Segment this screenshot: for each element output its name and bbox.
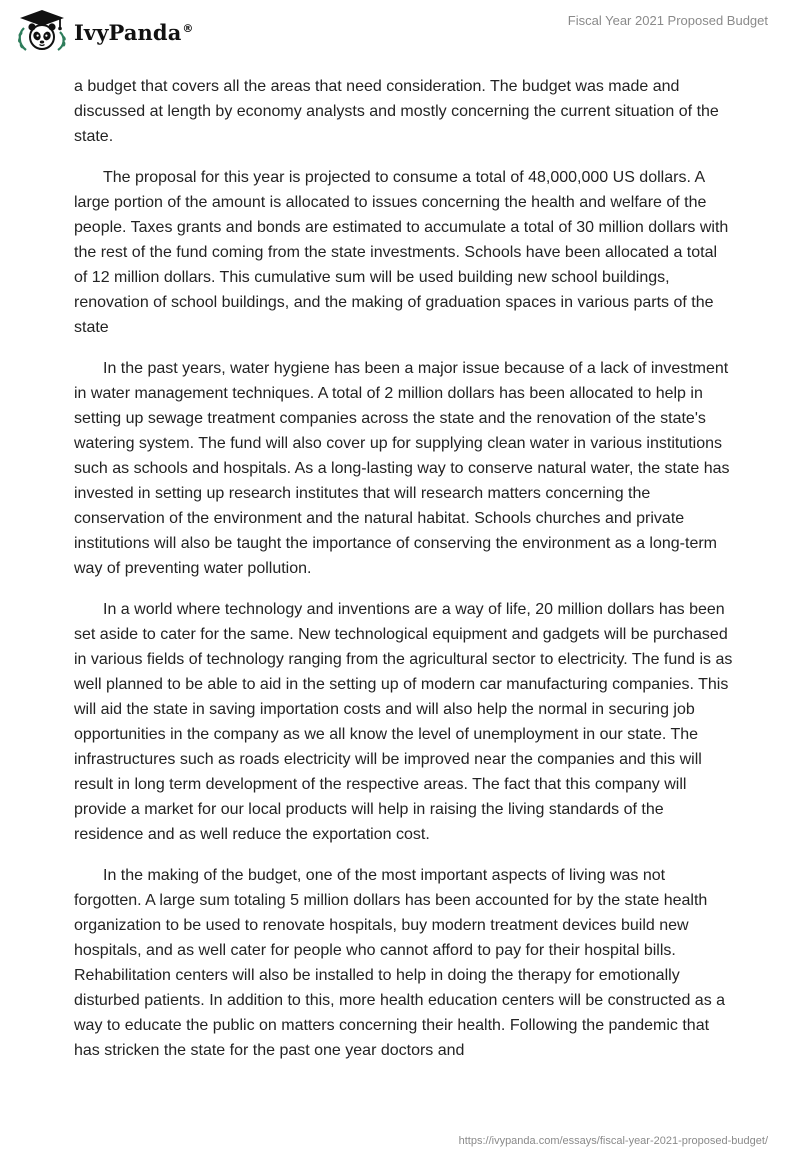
page-header bbox=[0, 0, 800, 70]
panda-graduate-icon bbox=[14, 8, 70, 54]
paragraph: In a world where technology and inventions are a way of life, 20 million dollars has been set aside to cater for the same. New technological equipment and gadgets will be purchased in various fields of technology ranging from the agricultural sector to electricity. The fund is as well planned to be able to aid in the setting up of modern car manufacturing companies. This will aid the state in saving importation costs and will also help the normal in securing job opportunities in the company as we all know the level of unemployment in our state. The infrastructures such as roads electricity will be improved near the companies and this will result in long term development of the respective areas. The fact that this company will provide a market for our local products will help in raising the living standards of the residence and as well reduce the exportation cost. bbox=[74, 601, 733, 843]
paragraph: a budget that covers all the areas that need consideration. The budget was made and discussed at length by economy analysts and mostly concerning the current situation of the state. bbox=[74, 78, 719, 145]
brand-name: IvyPanda® bbox=[74, 19, 194, 45]
paragraph: The proposal for this year is projected to consume a total of 48,000,000 US dollars. A large portion of the amount is allocated to issues concerning the health and welfare of the people. Taxes grants and bonds are estimated to accumulate a total of 30 million dollars with the rest of the fund coming from the state investments. Schools have been allocated a total of 12 million dollars. This cumulative sum will be used building new school buildings, renovation of school buildings, and the making of graduation spaces in various parts of the state bbox=[74, 169, 729, 336]
registered-mark: ® bbox=[182, 21, 194, 35]
brand-logo[interactable] bbox=[14, 8, 194, 54]
essay-body bbox=[74, 74, 734, 1079]
document-title: Fiscal Year 2021 Proposed Budget bbox=[567, 13, 768, 28]
paragraph: In the past years, water hygiene has been a major issue because of a lack of investment in water management techniques. A total of 2 million dollars has been allocated to help in setting up sewage treatment companies across the state and the renovation of the state's watering system. The fund will also cover up for supplying clean water in various institutions such as schools and hospitals. As a long-lasting way to conserve natural water, the state has invested in setting up research institutes that will research matters concerning the conservation of the environment and the natural habitat. Schools churches and private institutions will also be taught the importance of conserving the environment as a long-term way of preventing water pollution. bbox=[74, 360, 730, 577]
paragraph: In the making of the budget, one of the most important aspects of living was not forgotten. A large sum totaling 5 million dollars has been accounted for by the state health organization to be used to renovate hospitals, buy modern treatment devices build new hospitals, and as well cater for people who cannot afford to pay for their hospital bills. Rehabilitation centers will also be installed to help in doing the therapy for emotionally disturbed patients. In addition to this, more health education centers will be constructed as a way to educate the public on matters concerning their health. Following the pandemic that has stricken the state for the past one year doctors and bbox=[74, 867, 726, 1059]
source-url[interactable]: https://ivypanda.com/essays/fiscal-year-2021-proposed-budget/ bbox=[458, 1135, 768, 1147]
